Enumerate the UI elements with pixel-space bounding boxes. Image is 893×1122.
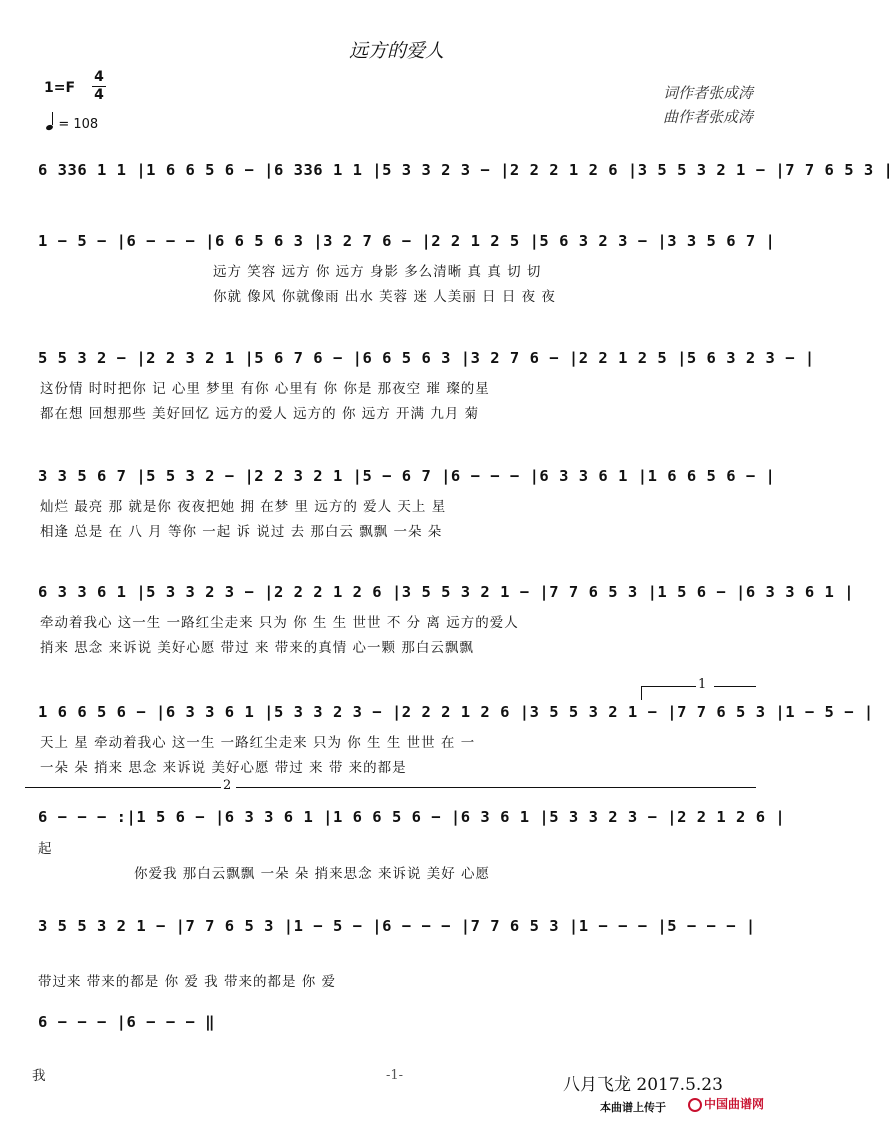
notation-row-9: 6 − − − |6 − − − ‖	[38, 1013, 215, 1031]
notation-row-7: 6 − − − :|1 5 6 − |6 3 3 6 1 |1 6 6 5 6 − |6 3 6 1 |5 3 3 2 3 − |2 2 1 2 6 |	[38, 808, 786, 826]
lyricist-credit: 词作者张成涛	[662, 84, 753, 102]
notation-row-1: 6 336 1 1 |1 6 6 5 6 − |6 336 1 1 |5 3 3 2 3 − |2 2 2 1 2 6 |3 5 5 3 2 1 − |7 7 6 5 3 |	[38, 161, 893, 179]
volta-2-number: 2	[223, 778, 232, 793]
lyric-row-5-verse-2: 捎来 思念 来诉说 美好心愿 带过 来 带来的真情 心一颗 那白云飘飘	[40, 640, 474, 656]
key-signature: 1=F	[44, 80, 76, 96]
page-number: -1-	[386, 1068, 404, 1083]
volta-1-number: 1	[698, 677, 707, 692]
notation-row-3: 5 5 3 2 − |2 2 3 2 1 |5 6 7 6 − |6 6 5 6 3 |3 2 7 6 − |2 2 1 2 5 |5 6 3 2 3 − |	[38, 349, 815, 367]
lyric-row-2-verse-2: 你就 像风 你就像雨 出水 芙蓉 迷 人美丽 日 日 夜 夜	[213, 289, 556, 305]
time-signature-bottom: 4	[94, 87, 104, 103]
lyric-row-6-verse-2: 一朵 朵 捎来 思念 来诉说 美好心愿 带过 来 带 来的都是	[40, 760, 407, 776]
lyric-row-7-verse-1: 起	[38, 841, 53, 857]
lyric-row-3-verse-1: 这份情 时时把你 记 心里 梦里 有你 心里有 你 你是 那夜空 璀 璨的星	[40, 381, 490, 397]
lyric-row-3-verse-2: 都在想 回想那些 美好回忆 远方的爱人 远方的 你 远方 开满 九月 菊	[40, 406, 480, 422]
arranger-signature: 八月飞龙 2017.5.23	[563, 1075, 723, 1095]
time-signature-top: 4	[94, 69, 104, 85]
lyric-row-6-verse-1: 天上 星 牵动着我心 这一生 一路红尘走来 只为 你 生 生 世世 在 一	[40, 735, 476, 751]
volta-1-bracket-line-right	[714, 686, 756, 687]
site-logo-icon	[688, 1098, 702, 1112]
composer-credit: 曲作者张成涛	[662, 108, 753, 126]
lyric-row-4-verse-1: 灿烂 最亮 那 就是你 夜夜把她 拥 在梦 里 远方的 爱人 天上 星	[40, 499, 447, 515]
notation-row-6: 1 6 6 5 6 − |6 3 3 6 1 |5 3 3 2 3 − |2 2 2 1 2 6 |3 5 5 3 2 1 − |7 7 6 5 3 |1 − 5 − |	[38, 703, 874, 721]
volta-2-bracket-line	[236, 787, 756, 788]
notation-row-8: 3 5 5 3 2 1 − |7 7 6 5 3 |1 − 5 − |6 − − − |7 7 6 5 3 |1 − − − |5 − − − |	[38, 917, 756, 935]
note-stem-icon	[52, 112, 53, 125]
site-logo	[688, 1095, 764, 1112]
lyric-row-7-verse-2: 你爱我 那白云飘飘 一朵 朵 捎来思念 来诉说 美好 心愿	[134, 866, 491, 882]
volta-2-bracket-line-left	[25, 787, 221, 788]
time-signature	[92, 70, 106, 103]
lyric-row-8: 带过来 带来的都是 你 爱 我 带来的都是 你 爱	[38, 974, 337, 990]
lyric-row-5-verse-1: 牵动着我心 这一生 一路红尘走来 只为 你 生 生 世世 不 分 离 远方的爱人	[40, 615, 519, 631]
song-title: 远方的爱人	[348, 40, 444, 62]
volta-1-bracket-left	[641, 686, 642, 700]
site-name: 中国曲谱网	[704, 1097, 765, 1111]
tempo-value: = 108	[58, 117, 99, 132]
lyric-row-4-verse-2: 相逢 总是 在 八 月 等你 一起 诉 说过 去 那白云 飘飘 一朵 朵	[40, 524, 443, 540]
notation-row-5: 6 3 3 6 1 |5 3 3 2 3 − |2 2 2 1 2 6 |3 5 5 3 2 1 − |7 7 6 5 3 |1 5 6 − |6 3 3 6 1 |	[38, 583, 855, 601]
tempo-mark	[46, 115, 98, 132]
upload-note: 本曲谱上传于	[600, 1101, 666, 1114]
volta-1-bracket-line	[641, 686, 696, 687]
lyric-row-9: 我	[32, 1068, 47, 1084]
notation-row-2: 1 − 5 − |6 − − − |6 6 5 6 3 |3 2 7 6 − |2 2 1 2 5 |5 6 3 2 3 − |3 3 5 6 7 |	[38, 232, 776, 250]
lyric-row-2-verse-1: 远方 笑容 远方 你 远方 身影 多么清晰 真 真 切 切	[213, 264, 542, 280]
notation-row-4: 3 3 5 6 7 |5 5 3 2 − |2 2 3 2 1 |5 − 6 7 |6 − − − |6 3 3 6 1 |1 6 6 5 6 − |	[38, 467, 776, 485]
quarter-note-icon	[45, 124, 53, 131]
